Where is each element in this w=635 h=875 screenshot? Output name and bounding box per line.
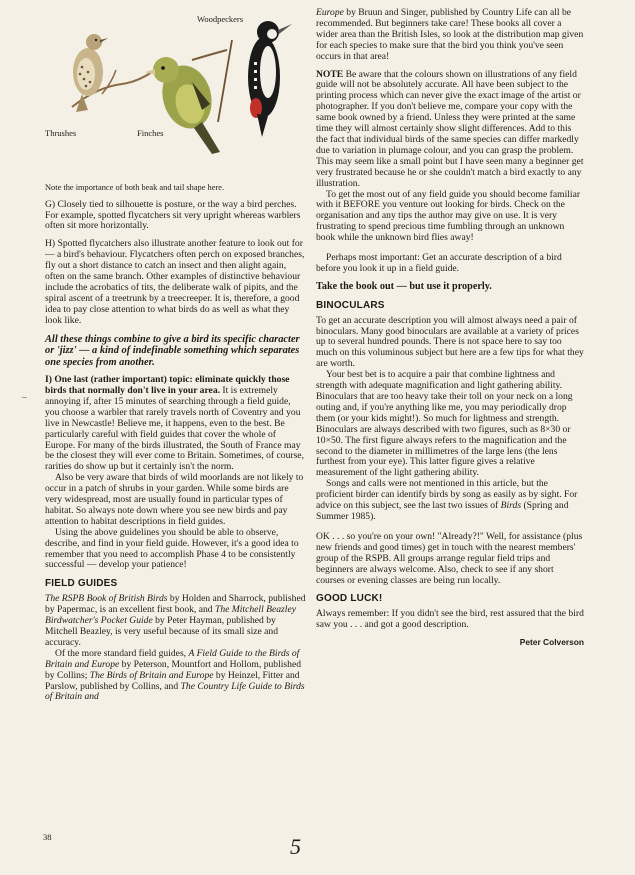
illustration-caption: Note the importance of both beak and tail shape here. <box>45 183 225 192</box>
book-title: A Field Guide to the Birds of Britain and Europe <box>45 647 300 670</box>
fg2-text-3: by Heinzel, Fitter and Parslow, published by Collins, and <box>45 669 300 692</box>
bird-illustration <box>42 12 317 162</box>
paragraph-perhaps: Perhaps most important: Get an accurate description of a bird before you look it up in a field guide. <box>316 252 562 274</box>
book-title: Europe <box>316 7 344 18</box>
jizz-pullquote: All these things combine to give a bird its specific character or 'jizz' — a kind of indefinable something which separates one species from another. <box>45 333 300 368</box>
note-paragraph <box>316 70 584 190</box>
margin-mark: ∼ <box>21 393 28 402</box>
author-signature: Peter Colverson <box>519 637 584 648</box>
branch-mid <box>192 50 227 60</box>
left-column <box>45 183 307 703</box>
fg1-text-1: by Holden and Sharrock, published by Papermac, is an excellent first book, and <box>45 593 306 616</box>
note-text: Be aware that the colours shown on illustrations of any field guide will not be absolutely accurate. All have been subject to the printing process which can never give the exact image of the artist or photographer. If you don't believe me, compare your copy with the same book owned by a friend. Unless they were printed at the same time they will almost certainly show slight differences. Add to this the fact that individual birds of the same species can differ markedly due to variation in plumage colour, and you can grasp the problem. This may seem like a small point but I have seen many a beginner get very frustrated because he or she couldn't match a bird exactly to any illustration. <box>316 68 584 189</box>
continued-paragraph <box>316 8 584 63</box>
right-column <box>316 8 584 648</box>
paragraph-moorland: Also be very aware that birds of wild moorlands are not likely to occur in a patch of shrubs in your garden. While some birds are very widespread, most are usually found in particular types of habitat. So always note down where you see new birds and pay attention to habitat descriptions in field guides. <box>45 472 304 527</box>
book-title: The Birds of Britain and Europe <box>89 669 214 681</box>
heading-binoculars: BINOCULARS <box>316 299 385 311</box>
paragraph-ok: OK . . . so you're on your own! "Already?!" Well, for assistance (plus new friends and good times) get in touch with the nearest members' group of the RSPB. All groups arrange regular field trips and beginners are always welcome. Also, check to see if any short courses or evening classes are being run locally. <box>316 530 583 586</box>
continued-text: by Bruun and Singer, published by Country Life can all be recommended. But beginners take care! These books all cover a wider area than the British Isles, so look at the distribution map given for each species to make sure that the bird you think you've seen occurs in that area! <box>316 7 584 62</box>
book-title: The Country Life Guide to Birds of Britain and <box>45 680 305 703</box>
book-title: The RSPB Book of British Birds <box>45 593 168 605</box>
field-guides-paragraph-1 <box>45 594 307 649</box>
book-title: The Mitchell Beazley Birdwatcher's Pocket Guide <box>45 604 296 627</box>
fg1-text-2: by Peter Hayman, published by Mitchell Beazley, is very useful because of its small size and accuracy. <box>45 615 279 648</box>
paragraph-h: H) Spotted flycatchers also illustrate another feature to look out for — a bird's behaviour. Flycatchers often perch on exposed branches, fly out a short distance to catch an insect and then alight again, often on the same branch. Other examples of distinctive behaviour include the acrobatics of tits, the deliberate walk of pipits, and the spiral ascent of a treetrunk by a treecreeper. It is, therefore, a good idea to pay close attention to what birds do as well as what they look like. <box>45 238 305 326</box>
paragraph-i <box>45 375 307 473</box>
bino3-text-2: (Spring and Summer 1985). <box>316 500 569 522</box>
thrushes-label: Thrushes <box>45 128 77 138</box>
bino3-text-1: Songs and calls were not mentioned in this article, but the proficient birder can identify birds by song as easily as by sight. For advice on this subject, see the last two issues of <box>316 478 578 512</box>
binoculars-paragraph-1: To get an accurate description you will almost always need a pair of binoculars. Many good binoculars are available at a variety of prices up to several hundred pounds. There is not space here to say too much on this voluminous subject but here are a few tips for what they are worth. <box>316 314 584 370</box>
heading-field-guides: FIELD GUIDES <box>45 578 118 590</box>
page-number: 38 <box>43 832 52 842</box>
paragraph-i-text: It is extremely annoying if, after 15 minutes of searching through a field guide, you choose a warbler that rarely travels north of Coventry and you live in Newcastle! Believe me, it happens, even to the best. Be particularly careful with field guides that cover the whole of Europe. For many of the birds illustrated, the South of France may be the closest they will ever come to Britain. Sometimes, of course, rarities do show up but it certainly isn't the norm. <box>45 384 304 473</box>
finches-label: Finches <box>137 128 164 138</box>
thrush-icon <box>73 34 108 112</box>
finch-icon <box>145 57 220 154</box>
binoculars-paragraph-2: Your best bet is to acquire a pair that combine lightness and strength with adequate magnification and light gathering ability. Binoculars that are too heavy take their toll on your neck on a long outing and, if you're anything like me, you may periodically drop them (or your kids might!). So much for lightness and strength. Binoculars are always described with two figures, such as 8×30 or 10×50. The first figure always refers to the magnification and the second to the diameter in millimetres of the large lens (the lens furthest from your eye). This latter figure gives a relative measurement of the light gathering ability. <box>316 369 573 479</box>
paragraph-remember: Always remember: If you didn't see the bird, rest assured that the bird saw you . . . and got a good description. <box>316 608 584 631</box>
binoculars-paragraph-3 <box>316 479 584 523</box>
heading-good-luck: GOOD LUCK! <box>316 593 383 605</box>
handwritten-mark: 5 <box>290 834 301 859</box>
woodpecker-icon <box>248 21 292 137</box>
fg2-text-1: Of the more standard field guides, <box>55 647 189 659</box>
note-lead: NOTE <box>316 68 344 80</box>
paragraph-i-lead: I) One last (rather important) topic: eliminate quickly those birds that normally don't live in your area. <box>45 374 290 396</box>
paragraph-g: G) Closely tied to silhouette is posture, or the way a bird perches. For example, spotted flycatchers sit very upright whereas warblers often sit more horizontally. <box>45 198 301 232</box>
magazine-title: Birds <box>500 500 522 512</box>
fg2-text-2: by Peterson, Mountfort and Hollom, published by Collins; <box>45 658 301 681</box>
paragraph-guidelines: Using the above guidelines you should be able to observe, describe, and find in your field guide. However, it's a good idea to remember that you need to accomplish Phase 4 to be consistently successful — develop your patience! <box>45 526 299 571</box>
woodpeckers-label: Woodpeckers <box>197 14 244 24</box>
field-guides-paragraph-2 <box>45 649 307 704</box>
paragraph-most-out: To get the most out of any field guide you should become familiar with it BEFORE you venture out looking for birds. Check on the organisation and any tips the author may give on use. It is very frustrating to spend precious time fumbling through an unknown book while the unknown bird flies away! <box>316 188 581 244</box>
branch-twig <box>102 70 116 94</box>
take-book-subhead: Take the book out — but use it properly. <box>316 280 492 292</box>
